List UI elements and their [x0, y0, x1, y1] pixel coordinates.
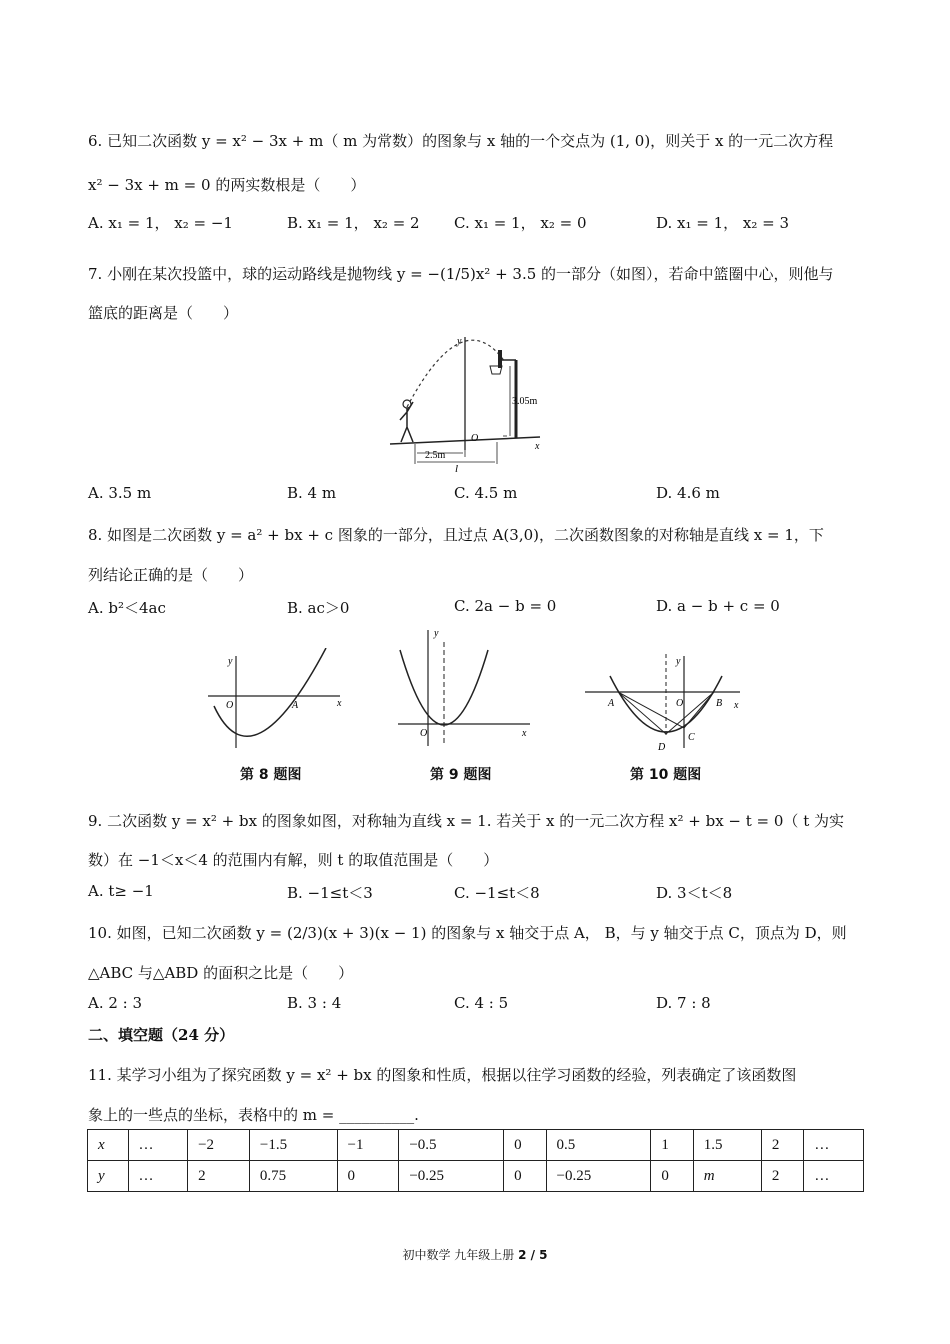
- table-cell: 0.75: [249, 1161, 337, 1192]
- table-cell: …: [804, 1130, 864, 1161]
- table-cell: 1.5: [693, 1130, 761, 1161]
- page-number: 2 / 5: [518, 1248, 548, 1262]
- table-cell: y: [88, 1161, 129, 1192]
- table-cell: 0: [504, 1130, 546, 1161]
- footer-text: 初中数学 九年级上册: [402, 1248, 519, 1262]
- q9-option-d: D. 3＜t＜8: [656, 884, 733, 902]
- fig7-x-label: x: [535, 441, 540, 452]
- fig7-distance-label: 2.5m: [425, 450, 446, 461]
- fig10-a-label: A: [608, 698, 615, 709]
- q8-option-d: D. a − b + c = 0: [656, 597, 780, 615]
- q8-option-b: B. ac＞0: [287, 599, 350, 617]
- q9-option-c: C. −1≤t＜8: [454, 884, 540, 902]
- table-cell: −1.5: [249, 1130, 337, 1161]
- fig8-caption: 第 8 题图: [240, 767, 302, 783]
- q9-option-b: B. −1≤t＜3: [287, 884, 373, 902]
- table-cell: x: [88, 1130, 129, 1161]
- q6-line2: x² − 3x + m = 0 的两实数根是（ ）: [88, 176, 366, 194]
- q11-line2: 象上的一些点的坐标，表格中的 m = __________.: [88, 1106, 419, 1124]
- q11-line1: 11. 某学习小组为了探究函数 y = x² + bx 的图象和性质，根据以往学习函数的经验，列表确定了该函数图: [88, 1066, 797, 1084]
- table-cell: …: [804, 1161, 864, 1192]
- fig7-origin-label: O: [471, 433, 479, 444]
- table-cell: −0.5: [399, 1130, 504, 1161]
- q10-line2: △ABC 与△ABD 的面积之比是（ ）: [88, 964, 354, 982]
- q7-option-d: D. 4.6 m: [656, 484, 720, 502]
- q10-option-b: B. 3 : 4: [287, 994, 342, 1012]
- fig7-l-label: l: [455, 463, 459, 474]
- fig10: [580, 648, 750, 758]
- table-cell: −1: [337, 1130, 399, 1161]
- q6-option-c: C. x₁ = 1， x₂ = 0: [454, 214, 587, 232]
- fig8-y-label: y: [228, 656, 233, 667]
- table-row-y: [88, 1161, 864, 1192]
- q8-line1: 8. 如图是二次函数 y = a² + bx + c 图象的一部分，且过点 A(3,0)，二次函数图象的对称轴是直线 x = 1，下: [88, 526, 824, 544]
- fig7-y-label: y: [457, 336, 462, 347]
- fig9: [390, 622, 540, 757]
- fig10-b-label: B: [716, 698, 723, 709]
- q8-option-c: C. 2a − b = 0: [454, 597, 557, 615]
- table-cell: 1: [651, 1130, 693, 1161]
- table-cell: 2: [761, 1130, 803, 1161]
- q7-option-a: A. 3.5 m: [88, 484, 152, 502]
- q7-line2: 篮底的距离是（ ）: [88, 304, 239, 322]
- table-cell: m: [693, 1161, 761, 1192]
- q6-option-a: A. x₁ = 1， x₂ = −1: [88, 214, 233, 232]
- ball-path: [407, 340, 505, 407]
- fig10-y-label: y: [676, 656, 681, 667]
- table-cell: 0: [337, 1161, 399, 1192]
- table-cell: 0: [504, 1161, 546, 1192]
- fig9-y-label: y: [434, 628, 439, 639]
- table-cell: −0.25: [546, 1161, 651, 1192]
- q8-option-a: A. b²＜4ac: [88, 599, 166, 617]
- player-figure: [400, 400, 413, 442]
- q8-line2: 列结论正确的是（ ）: [88, 566, 254, 584]
- q6-option-d: D. x₁ = 1， x₂ = 3: [656, 214, 790, 232]
- q10-option-c: C. 4 : 5: [454, 994, 509, 1012]
- q7-option-c: C. 4.5 m: [454, 484, 518, 502]
- q7-option-b: B. 4 m: [287, 484, 337, 502]
- q10-option-d: D. 7 : 8: [656, 994, 711, 1012]
- q7-line1: 7. 小刚在某次投篮中，球的运动路线是抛物线 y = −(1/5)x² + 3.5 的一部分（如图），若命中篮圈中心，则他与: [88, 265, 834, 283]
- fig10-o-label: O: [676, 698, 684, 709]
- q9-line2: 数）在 −1＜x＜4 的范围内有解，则 t 的取值范围是（ ）: [88, 851, 499, 869]
- table-cell: …: [128, 1161, 188, 1192]
- value-table: [87, 1129, 864, 1192]
- q10-option-a: A. 2 : 3: [88, 994, 143, 1012]
- fig10-c-label: C: [688, 732, 695, 743]
- table-row-x: [88, 1130, 864, 1161]
- table-cell: …: [128, 1130, 188, 1161]
- table-cell: 2: [188, 1161, 250, 1192]
- fig10-d-label: D: [658, 742, 666, 753]
- fig8-x-label: x: [337, 698, 342, 709]
- fig9-o-label: O: [420, 728, 428, 739]
- section-heading: 二、填空题（24 分）: [88, 1026, 235, 1044]
- fig9-x-label: x: [522, 728, 527, 739]
- table-cell: −0.25: [399, 1161, 504, 1192]
- page-footer: [0, 1246, 950, 1263]
- q7-figure: [385, 332, 545, 474]
- fig8-a-label: A: [292, 700, 299, 711]
- fig10-x-label: x: [734, 700, 739, 711]
- q9-line1: 9. 二次函数 y = x² + bx 的图象如图，对称轴为直线 x = 1. 若关于 x 的一元二次方程 x² + bx − t = 0（ t 为实: [88, 812, 844, 830]
- table-cell: 0.5: [546, 1130, 651, 1161]
- table-cell: 2: [761, 1161, 803, 1192]
- basket-figure: [490, 350, 516, 438]
- fig8-o-label: O: [226, 700, 234, 711]
- q6-option-b: B. x₁ = 1， x₂ = 2: [287, 214, 420, 232]
- fig7-height-label: 3.05m: [512, 396, 538, 407]
- table-cell: 0: [651, 1161, 693, 1192]
- fig10-caption: 第 10 题图: [630, 767, 702, 783]
- q10-line1: 10. 如图，已知二次函数 y = (2/3)(x + 3)(x − 1) 的图象与 x 轴交于点 A， B，与 y 轴交于点 C，顶点为 D，则: [88, 924, 847, 942]
- q6-line1: 6. 已知二次函数 y = x² − 3x + m（ m 为常数）的图象与 x 轴的一个交点为 (1, 0)，则关于 x 的一元二次方程: [88, 132, 834, 150]
- q9-option-a: A. t≥ −1: [88, 882, 154, 900]
- table-cell: −2: [188, 1130, 250, 1161]
- fig8: [200, 648, 350, 758]
- fig9-caption: 第 9 题图: [430, 767, 492, 783]
